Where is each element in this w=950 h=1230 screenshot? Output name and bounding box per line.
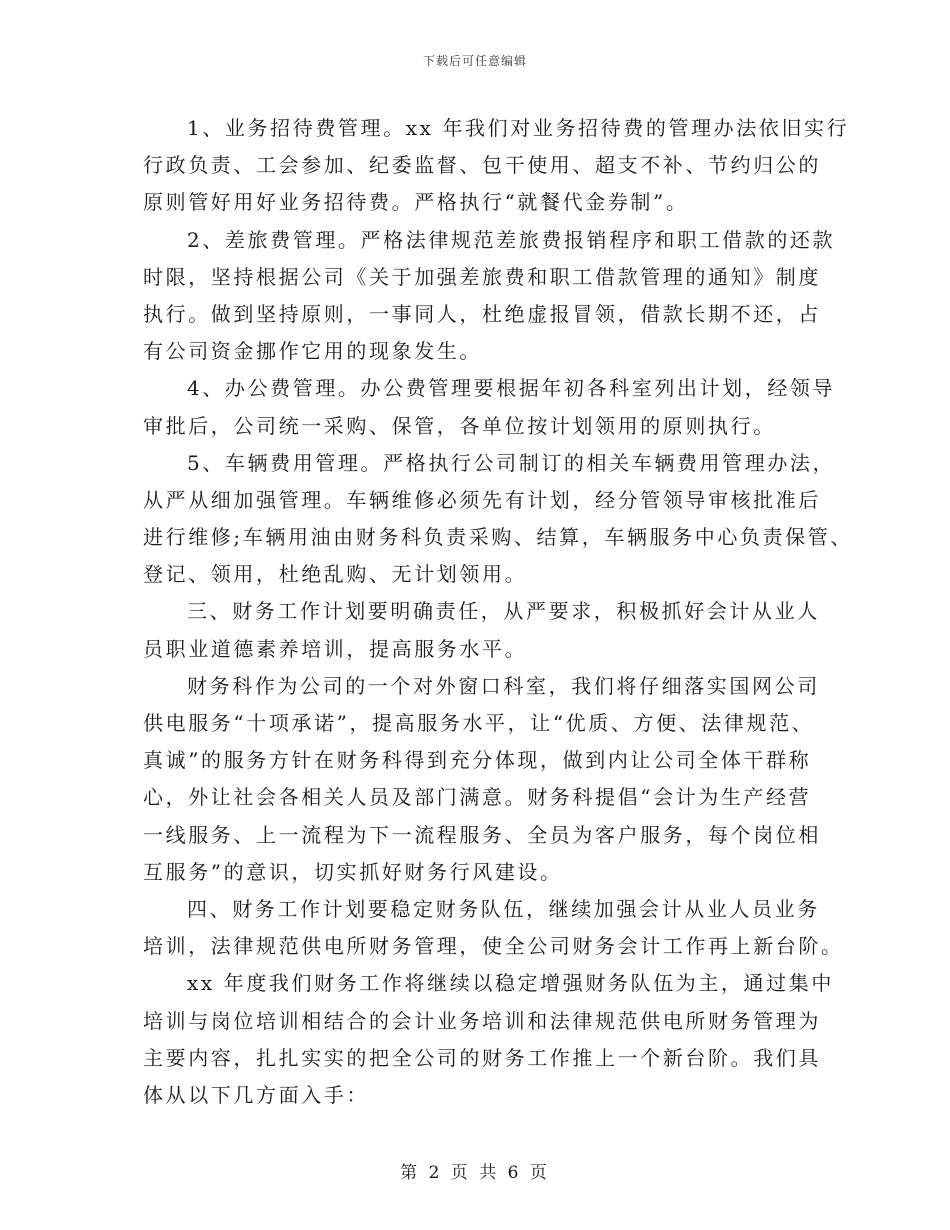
paragraph-section-four bbox=[143, 891, 844, 965]
text-line: 行政负责、工会参加、纪委监督、包干使用、超支不补、节约归公的 bbox=[143, 153, 821, 178]
text-line: 2、差旅费管理。严格法律规范差旅费报销程序和职工借款的还款 bbox=[187, 227, 836, 252]
text-line: 1、业务招待费管理。xx 年我们对业务招待费的管理办法依旧实行 bbox=[187, 116, 850, 140]
text-line: 进行维修;车辆用油由财务科负责采购、结算，车辆服务中心负责保管、 bbox=[143, 525, 853, 550]
text-line: 培训与岗位培训相结合的会计业务培训和法律规范供电所财务管理为 bbox=[143, 1008, 821, 1033]
text-line: 供电服务“十项承诺”，提高服务水平，让“优质、方便、法律规范、 bbox=[143, 711, 815, 735]
paragraph-vehicle-expense bbox=[143, 445, 853, 594]
text-line: 登记、领用，杜绝乱购、无计划领用。 bbox=[143, 562, 528, 587]
text-line: 心，外让社会各相关人员及部门满意。财务科提倡“会计为生产经营 bbox=[143, 785, 812, 810]
text-line: 体从以下几方面入手： bbox=[143, 1082, 369, 1107]
paragraph-hospitality-expense bbox=[143, 110, 850, 222]
text-line: xx 年度我们财务工作将继续以稳定增强财务队伍为主，通过集中 bbox=[187, 971, 834, 996]
text-line: 员职业道德素养培训，提高服务水平。 bbox=[143, 636, 528, 661]
text-line: 有公司资金挪作它用的现象发生。 bbox=[143, 339, 482, 364]
text-line: 互服务”的意识，切实抓好财务行风建设。 bbox=[143, 859, 563, 884]
text-line: 时限，坚持根据公司《关于加强差旅费和职工借款管理的通知》制度 bbox=[143, 264, 821, 289]
text-line: 财务科作为公司的一个对外窗口科室，我们将仔细落实国网公司 bbox=[187, 673, 820, 698]
text-line: 三、财务工作计划要明确责任，从严要求，积极抓好会计从业人 bbox=[187, 599, 820, 624]
paragraph-annual-plan bbox=[143, 965, 834, 1114]
text-line: 审批后，公司统一采购、保管，各单位按计划领用的原则执行。 bbox=[143, 413, 776, 438]
paragraph-service-window bbox=[143, 668, 823, 891]
text-line: 四、财务工作计划要稳定财务队伍，继续加强会计从业人员业务 bbox=[187, 896, 820, 921]
text-line: 执行。做到坚持原则，一事同人，杜绝虚报冒领，借款长期不还，占 bbox=[143, 301, 821, 326]
document-body bbox=[143, 110, 853, 1114]
text-line: 4、办公费管理。办公费管理要根据年初各科室列出计划，经领导 bbox=[187, 376, 836, 401]
paragraph-section-three bbox=[143, 593, 823, 667]
paragraph-travel-expense bbox=[143, 222, 836, 371]
page-header: 下载后可任意编辑 bbox=[422, 54, 527, 68]
text-line: 一线服务、上一流程为下一流程服务、全员为客户服务，每个岗位相 bbox=[143, 822, 821, 847]
text-line: 原则管好用好业务招待费。严格执行“就餐代金券制”。 bbox=[143, 190, 689, 215]
text-line: 主要内容，扎扎实实的把全公司的财务工作推上一个新台阶。我们具 bbox=[143, 1045, 821, 1070]
paragraph-office-expense bbox=[143, 370, 836, 444]
text-line: 5、车辆费用管理。严格执行公司制订的相关车辆费用管理办法， bbox=[187, 450, 836, 475]
text-line: 培训，法律规范供电所财务管理，使全公司财务会计工作再上新台阶。 bbox=[143, 934, 844, 959]
text-line: 真诚”的服务方针在财务科得到充分体现，做到内让公司全体干群称 bbox=[143, 748, 812, 773]
text-line: 从严从细加强管理。车辆维修必须先有计划，经分管领导审核批准后 bbox=[143, 487, 821, 512]
page-number-footer: 第 2 页 共 6 页 bbox=[400, 1163, 550, 1183]
